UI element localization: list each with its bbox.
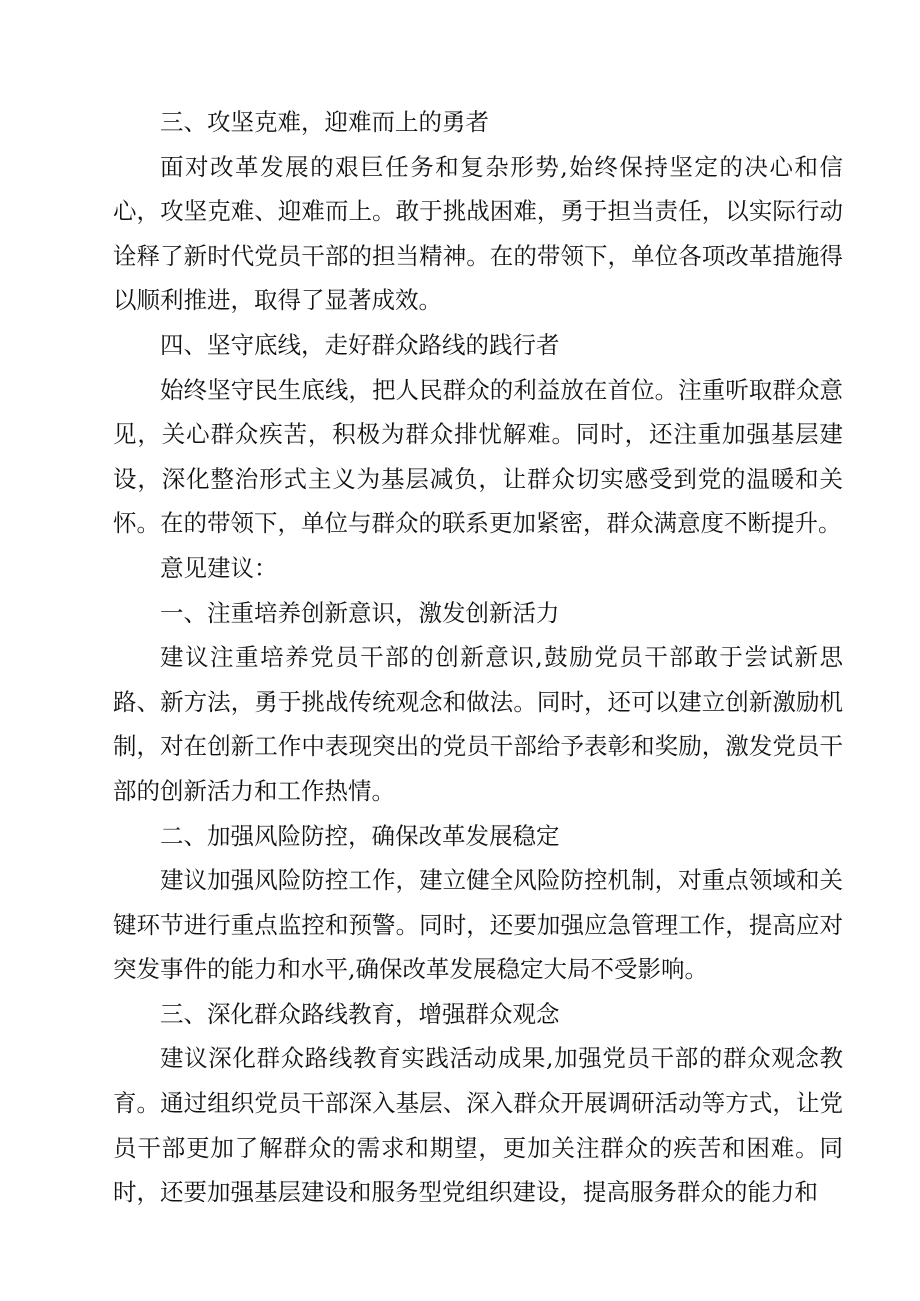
section-heading-mass-line: 四、坚守底线，走好群众路线的践行者 xyxy=(160,330,560,359)
suggestion-heading-risk-control: 二、加强风险防控，确保改革发展稳定 xyxy=(160,821,560,850)
suggestion-paragraph-risk-control: 建议加强风险防控工作，建立健全风险防控机制，对重点领域和关键环节进行重点监控和预警。同时，还要加强应急管理工作，提高应对突发事件的能力和水平,确保改革发展稳定大局不受影响。 xyxy=(113,866,843,984)
suggestion-paragraph-mass-line-education: 建议深化群众路线教育实践活动成果,加强党员干部的群众观念教育。通过组织党员干部深入基层、深入群众开展调研活动等方式，让党员干部更加了解群众的需求和期望，更加关注群众的疾苦和困难。同时，还要加强基层建设和服务型党组织建设，提高服务群众的能力和 xyxy=(113,1044,843,1207)
suggestions-heading: 意见建议： xyxy=(160,553,278,582)
suggestion-paragraph-innovation: 建议注重培养党员干部的创新意识,鼓励党员干部敢于尝试新思路、新方法，勇于挑战传统观念和做法。同时，还可以建立创新激励机制，对在创新工作中表现突出的党员干部给予表彰和奖励，激发党员干部的创新活力和工作热情。 xyxy=(113,643,843,805)
document-body xyxy=(113,100,843,1215)
suggestion-heading-mass-line-education: 三、深化群众路线教育，增强群众观念 xyxy=(160,999,560,1028)
suggestion-heading-innovation: 一、注重培养创新意识，激发创新活力 xyxy=(160,598,560,627)
section-heading-tackle-difficulties: 三、攻坚克难，迎难而上的勇者 xyxy=(160,108,489,136)
paragraph-tackle-difficulties: 面对改革发展的艰巨任务和复杂形势,始终保持坚定的决心和信心，攻坚克难、迎难而上。敢于挑战困难，勇于担当责任，以实际行动诠释了新时代党员干部的担当精神。在的带领下，单位各项改革措施得以顺利推进，取得了显著成效。 xyxy=(113,152,843,315)
paragraph-mass-line: 始终坚守民生底线，把人民群众的利益放在首位。注重听取群众意见，关心群众疾苦，积极为群众排忧解难。同时，还注重加强基层建设，深化整治形式主义为基层减负，让群众切实感受到党的温暖和关怀。在的带领下，单位与群众的联系更加紧密，群众满意度不断提升。 xyxy=(113,375,843,538)
